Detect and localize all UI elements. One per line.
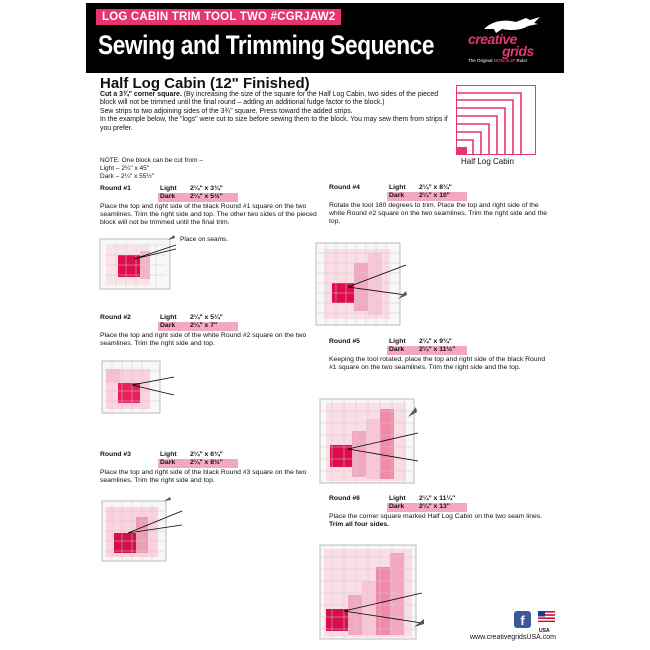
- round-5: [329, 338, 554, 372]
- round-2-text: Place the top and right side of the white Round #2 square on the two seamlines. Trim the right side and top.: [100, 332, 307, 348]
- round-2-photo: [98, 355, 176, 417]
- header-banner: [86, 3, 564, 73]
- round-4-title: Round #4: [329, 184, 360, 191]
- usa-flag-icon: [538, 611, 555, 629]
- seam-callout: Place on seams.: [180, 236, 229, 243]
- round-6: [329, 495, 554, 529]
- round-5-title: Round #5: [329, 338, 360, 345]
- round-3-light-label: Light: [160, 451, 177, 458]
- round-5-light-size: 2¼" x 9¾": [419, 338, 452, 345]
- section-title: Half Log Cabin (12" Finished): [100, 75, 310, 92]
- round-1-dark-band: Dark: [158, 193, 238, 202]
- round-2-light-label: Light: [160, 314, 177, 321]
- round-6-light-size: 2¼" x 11¼": [419, 495, 456, 502]
- product-tag: LOG CABIN TRIM TOOL TWO #CGRJAW2: [96, 9, 341, 25]
- round-1-dark-size: 2¼" x 5½": [190, 193, 223, 200]
- round-2-dark-size: 2¼" x 7": [190, 322, 218, 329]
- round-5-text: Keeping the tool rotated, place the top and right side of the black Round #1 square on the two seamlines. Trim the right side and the top.: [329, 356, 546, 372]
- round-6-photo: [318, 543, 428, 643]
- round-2: [100, 314, 325, 348]
- facebook-icon[interactable]: f: [514, 611, 531, 628]
- round-3-dark-size: 2¼" x 8½": [190, 459, 223, 466]
- cutting-note: NOTE: One block can be cut from – Light – 2¼" x 45" Dark – 2¼" x 55½": [100, 157, 203, 180]
- round-4-dark-band: Dark: [387, 192, 467, 201]
- round-1-title: Round #1: [100, 185, 131, 192]
- round-6-dark-size: 2¼" x 13": [419, 503, 451, 510]
- round-5-light-label: Light: [389, 338, 406, 345]
- half-log-cabin-diagram: [456, 85, 536, 155]
- round-5-dark-band: Dark: [387, 346, 467, 355]
- diagram-label: Half Log Cabin: [461, 157, 514, 166]
- instruction-page: [86, 3, 564, 645]
- round-6-title: Round #6: [329, 495, 360, 502]
- round-3-light-size: 2¼" x 6¾": [190, 451, 223, 458]
- round-1-light-label: Light: [160, 185, 177, 192]
- round-4-light-label: Light: [389, 184, 406, 191]
- round-4-light-size: 2¼" x 8¼": [419, 184, 452, 191]
- round-2-dark-band: Dark: [158, 322, 238, 331]
- brand-tagline: The Original NON-SLIP Ruler: [468, 58, 528, 63]
- round-5-dark-size: 2¼" x 11½": [419, 346, 456, 353]
- round-4: [329, 184, 554, 227]
- brand-word-creative: creative: [468, 31, 517, 47]
- round-4-dark-size: 2¼" x 10": [419, 192, 451, 199]
- intro-text: Cut a 3¾" corner square. (By increasing the size of the square for the Half Log Cabin, two sides of the pieced block will not be trimmed until the final round – adding an additional fudge factor to the block.) Sew strips to two adjoining sides of the 3¾" square. Press toward the added strips. In the example below, the "logs" were cut to size before sewing them to the block. You may sew them from strips if you prefer.: [100, 91, 448, 132]
- round-4-text: Rotate the tool 180 degrees to trim. Place the top and right side of the white Round #2 square on the two seamlines. Trim the right side and the top.: [329, 202, 548, 226]
- round-3-text: Place the top and right side of the black Round #3 square on the two seamlines. Trim the right side and top.: [100, 469, 307, 485]
- round-1-photo: [98, 235, 176, 293]
- round-2-light-size: 2¼" x 5¼": [190, 314, 223, 321]
- round-2-title: Round #2: [100, 314, 131, 321]
- round-4-photo: [314, 239, 412, 329]
- round-1: [100, 185, 325, 228]
- brand-word-grids: grids: [502, 43, 534, 59]
- brand-logo: [462, 13, 558, 65]
- round-6-light-label: Light: [389, 495, 406, 502]
- round-1-text: Place the top and right side of the black Round #1 square on the two seamlines. Trim the right side and top. The other two sides of the pieced block will not be trimmed until the final trim.: [100, 203, 317, 227]
- page-title: Sewing and Trimming Sequence: [98, 30, 435, 60]
- round-6-text: Place the corner square marked Half Log Cabin on the two seam lines. Trim all four sides.: [329, 513, 543, 529]
- website-link[interactable]: www.creativegridsUSA.com: [470, 634, 556, 641]
- round-3: [100, 451, 325, 485]
- round-5-photo: [318, 395, 422, 487]
- round-3-photo: [98, 497, 188, 567]
- usa-label: USA: [539, 628, 550, 634]
- round-3-title: Round #3: [100, 451, 131, 458]
- round-1-light-size: 2¼" x 3¾": [190, 185, 223, 192]
- round-6-dark-band: Dark: [387, 503, 467, 512]
- round-3-dark-band: Dark: [158, 459, 238, 468]
